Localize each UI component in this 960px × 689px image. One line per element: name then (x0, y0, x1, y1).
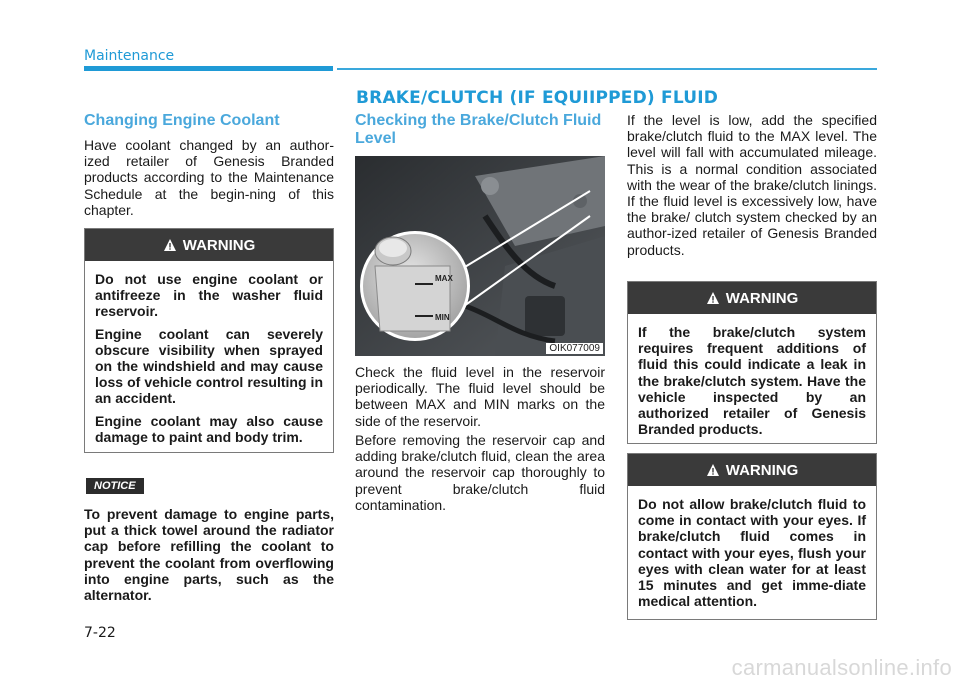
min-mark-label: MIN (435, 313, 450, 322)
warning-paragraph: If the brake/clutch system requires frequent additions of fluid this could indicate a leak in the brake/clutch system. Have the vehicle inspected by an authorized retailer of Genesis Branded products. (638, 324, 866, 438)
watermark: carmanualsonline.info (731, 655, 952, 680)
heading-checking-fluid: Checking the Brake/Clutch Fluid Level (355, 112, 602, 147)
warning-label: WARNING (182, 236, 256, 254)
reservoir-photo (355, 156, 605, 356)
warning-triangle-icon (706, 463, 720, 477)
figure-code: OIK077009 (546, 343, 603, 354)
section-label: Maintenance (84, 48, 175, 64)
heading-changing-coolant: Changing Engine Coolant (84, 112, 280, 129)
page-number: 7-22 (84, 625, 116, 641)
warning-label: WARNING (725, 461, 799, 479)
warning-triangle-icon (163, 238, 177, 252)
notice-badge: NOTICE (86, 478, 144, 494)
reservoir-illustration (355, 156, 605, 356)
coolant-warning-box (84, 228, 334, 453)
eye-contact-warning-box (627, 453, 877, 620)
warning-paragraph: Engine coolant can severely obscure visibility when sprayed on the windshield and may cause loss of vehicle control resulting in an accident. (95, 325, 323, 407)
warning-header (628, 454, 876, 486)
warning-body (85, 261, 333, 459)
warning-paragraph: Engine coolant may also cause damage to paint and body trim. (95, 412, 323, 445)
fluid-check-text: Check the fluid level in the reservoir periodically. The fluid level should be between MAX and MIN marks on the side of the reservoir. (355, 364, 605, 429)
warning-paragraph: Do not allow brake/clutch fluid to come in contact with your eyes. If brake/clutch fluid comes in contact with your eyes, flush your eyes with clean water for at least 15 minutes and get imme-diate medical attention. (638, 496, 866, 610)
fluid-low-text: If the level is low, add the specified brake/clutch fluid to the MAX level. The level will fall with accumulated mileage. This is a normal condition associated with the wear of the brake/clutch linings. If the fluid level is excessively low, have the brake/ clutch system checked by an author-ized retailer of Genesis Branded products. (627, 112, 877, 258)
max-mark-label: MAX (435, 274, 453, 283)
warning-body (628, 314, 876, 451)
warning-header (628, 282, 876, 314)
notice-text: To prevent damage to engine parts, put a thick towel around the radiator cap before refilling the coolant to prevent the coolant from overflowing into engine parts, such as the alternator. (84, 506, 334, 604)
coolant-intro-text: Have coolant changed by an author-ized retailer of Genesis Branded products according to the Maintenance Schedule at the begin-ning of this chapter. (84, 137, 334, 218)
fluid-cleaning-text: Before removing the reservoir cap and adding brake/clutch fluid, clean the area around the reservoir cap thoroughly to prevent brake/clutch fluid contamination. (355, 432, 605, 513)
section-title: BRAKE/CLUTCH (IF EQUIIPPED) FLUID (356, 88, 719, 108)
warning-paragraph: Do not use engine coolant or antifreeze in the washer fluid reservoir. (95, 271, 323, 320)
warning-label: WARNING (725, 289, 799, 307)
header-rule-bold (84, 66, 333, 71)
warning-header (85, 229, 333, 261)
warning-triangle-icon (706, 291, 720, 305)
header-rule-thin (337, 68, 877, 70)
leak-warning-box (627, 281, 877, 444)
warning-body (628, 486, 876, 623)
